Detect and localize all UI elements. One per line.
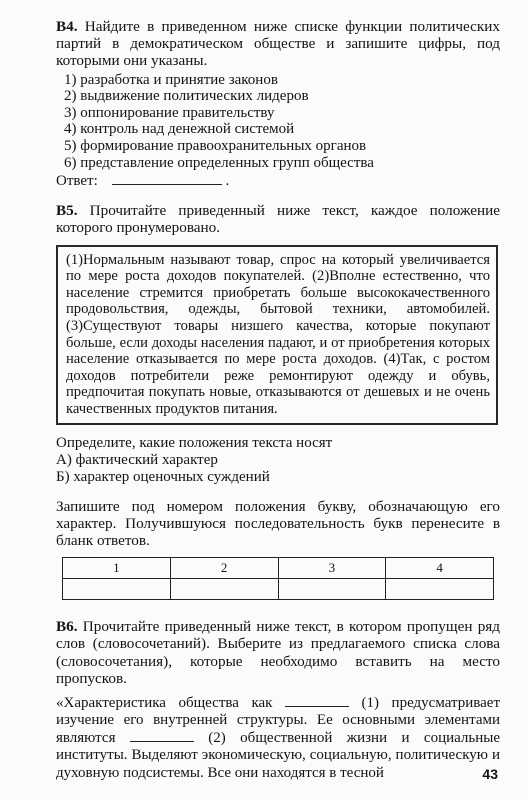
page-number: 43	[482, 766, 498, 782]
b4-label: B4.	[56, 18, 78, 35]
gap-blank-2[interactable]	[130, 741, 194, 742]
b5-label: B5.	[56, 202, 78, 220]
b4-answer-blank[interactable]	[112, 184, 222, 185]
table-header-cell: 3	[278, 558, 386, 579]
table-header-row	[63, 558, 494, 579]
b4-options-list	[56, 72, 500, 172]
b4-option: 4) контроль над денежной системой	[64, 121, 295, 138]
table-header-cell: 1	[63, 558, 171, 579]
b5-text: (1)Нормальным называют товар, спрос на который увеличивается по мере роста доходов покупателей. (2)Вполне естественно, что население стремится приобретать больше высококачественного продовольствия, одежды, бытовой техники, автомобилей. (3)Существуют товары низшего качества, которые покупают больше, если доходы населения падают, и от приобретения которых население отказывается по мере роста доходов. (4)Так, с ростом доходов потребители реже ремонтируют одежду и обувь, предпочитая покупать новые, отказываются от дешевых и не очень качественных продуктов питания.	[66, 251, 490, 417]
b4-option: 6) представление определенных групп общества	[64, 154, 374, 171]
b4-question	[56, 18, 500, 70]
b5-option-a: А) фактический характер	[56, 451, 218, 468]
b6-question	[56, 618, 500, 687]
b4-option: 1) разработка и принятие законов	[64, 71, 278, 88]
b4-option: 3) оппонирование правительству	[64, 104, 275, 121]
answer-cell[interactable]	[63, 579, 171, 600]
b5-question	[56, 202, 500, 236]
b5-text-box	[56, 245, 498, 425]
b6-quote-part: (1) предусматривает изучение его внутренней структуры. Ее основными элементами являются	[56, 694, 501, 746]
b4-answer-label: Ответ:	[56, 173, 98, 190]
b6-label: B6.	[56, 618, 78, 636]
table-header-cell: 4	[386, 558, 494, 579]
b5-answer-table	[62, 557, 494, 600]
b4-option: 5) формирование правоохранительных органов	[64, 137, 367, 154]
task-b6	[56, 618, 500, 782]
gap-blank-1[interactable]	[285, 706, 349, 707]
b5-determine: Определите, какие положения текста носят	[56, 434, 333, 451]
b5-instruction: Запишите под номером положения букву, обозначающую его характер. Получившуюся последовательность букв перенесите в бланк ответов.	[56, 497, 500, 549]
b4-question-text: Найдите в приведенном ниже списке функции политических партий в демократическом обществе и запишите цифры, под которыми они указаны.	[56, 18, 501, 70]
answer-cell[interactable]	[170, 579, 278, 600]
b5-option-b: Б) характер оценочных суждений	[56, 468, 270, 485]
answer-cell[interactable]	[278, 579, 386, 600]
b4-answer-line	[56, 173, 500, 190]
answer-cell[interactable]	[386, 579, 494, 600]
b5-determine-block	[56, 435, 500, 486]
task-b5	[56, 202, 500, 600]
b6-quote	[56, 695, 500, 782]
b4-answer-end: .	[225, 173, 230, 190]
table-header-cell: 2	[170, 558, 278, 579]
b4-option: 2) выдвижение политических лидеров	[64, 88, 309, 105]
b5-question-text: Прочитайте приведенный ниже текст, каждое положение которого пронумеровано.	[56, 202, 500, 237]
task-b4	[56, 18, 500, 190]
table-answer-row	[63, 579, 494, 600]
b6-quote-part: (2) общественной жизни и социальные институты. Выделяют экономическую, социальную, политическую и духовную подсистемы. Все они находятся в тесной	[56, 729, 501, 781]
b6-question-text: Прочитайте приведенный ниже текст, в котором пропущен ряд слов (словосочетаний). Выберите из предлагаемого списка слова (словосочетания), которые необходимо вставить на место пропусков.	[56, 618, 501, 687]
b6-quote-part: «Характеристика общества как	[56, 694, 273, 711]
